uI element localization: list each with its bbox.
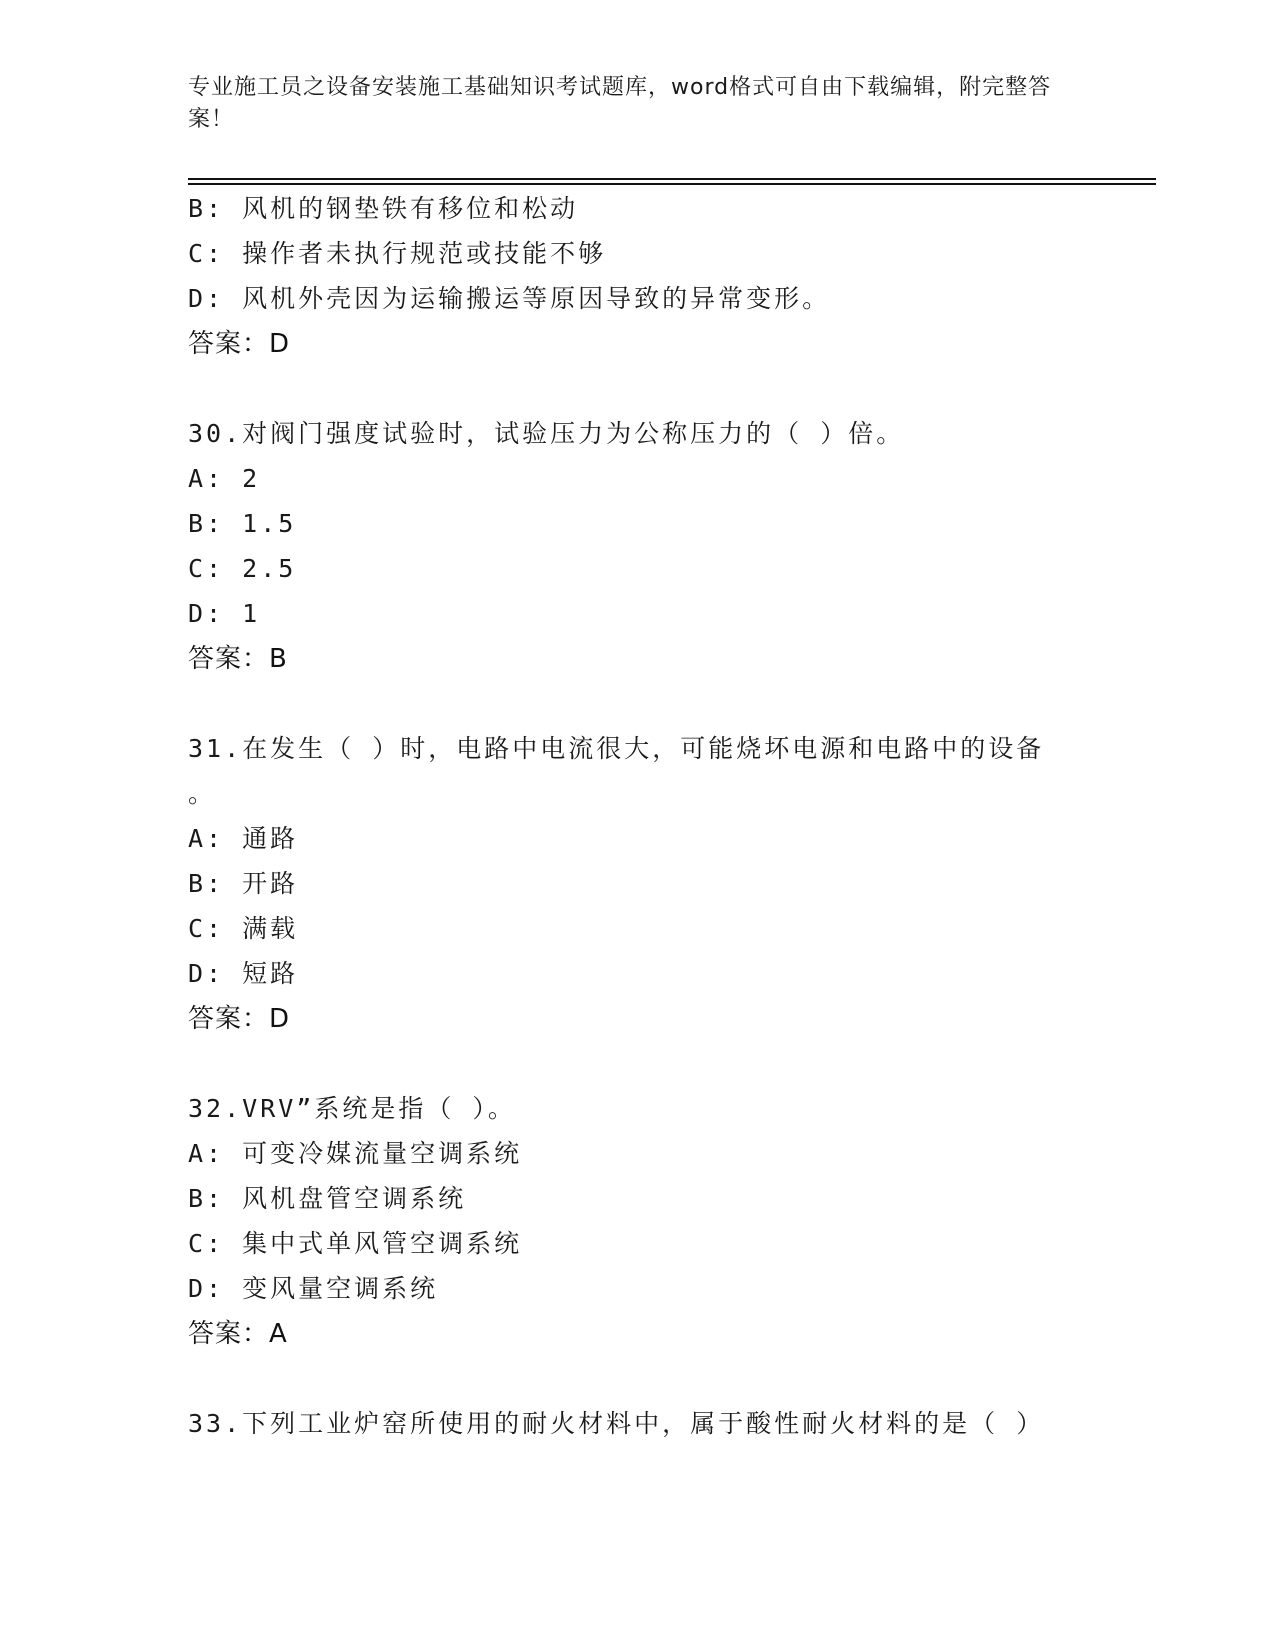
q30-option-d: D: 1 [188, 599, 261, 628]
q31-option-d: D: 短路 [188, 959, 299, 988]
q30-option-c: C: 2.5 [188, 554, 297, 583]
q31-option-c: C: 满载 [188, 914, 299, 943]
q30-question: 30.对阀门强度试验时，试验压力为公称压力的（ ）倍。 [188, 419, 905, 448]
q29-option-d: D: 风机外壳因为运输搬运等原因导致的异常变形。 [188, 284, 831, 313]
q30-answer: 答案：B [188, 644, 288, 674]
q31-question-continuation: 。 [188, 779, 217, 808]
q32-option-b: B: 风机盘管空调系统 [188, 1184, 467, 1213]
q32-option-d: D: 变风量空调系统 [188, 1274, 439, 1303]
q32-answer: 答案：A [188, 1319, 288, 1349]
header-divider-top [188, 178, 1156, 180]
q32-option-a: A: 可变冷媒流量空调系统 [188, 1139, 523, 1168]
header-divider-bottom [188, 183, 1156, 185]
q30-option-a: A: 2 [188, 464, 261, 493]
q29-answer: 答案：D [188, 329, 291, 359]
q30-option-b: B: 1.5 [188, 509, 297, 538]
q29-option-c: C: 操作者未执行规范或技能不够 [188, 239, 607, 268]
q31-option-b: B: 开路 [188, 869, 299, 898]
q32-question: 32.VRV”系统是指（ ）。 [188, 1094, 516, 1123]
q31-question: 31.在发生（ ）时，电路中电流很大，可能烧坏电源和电路中的设备 [188, 734, 1045, 763]
q31-option-a: A: 通路 [188, 824, 299, 853]
document-header-title: 专业施工员之设备安装施工基础知识考试题库，word格式可自由下载编辑，附完整答案！ [188, 75, 1052, 132]
q33-question: 33.下列工业炉窑所使用的耐火材料中，属于酸性耐火材料的是（ ） [188, 1409, 1045, 1438]
q31-answer: 答案：D [188, 1004, 291, 1034]
q29-option-b: B: 风机的钢垫铁有移位和松动 [188, 194, 579, 223]
q32-option-c: C: 集中式单风管空调系统 [188, 1229, 523, 1258]
